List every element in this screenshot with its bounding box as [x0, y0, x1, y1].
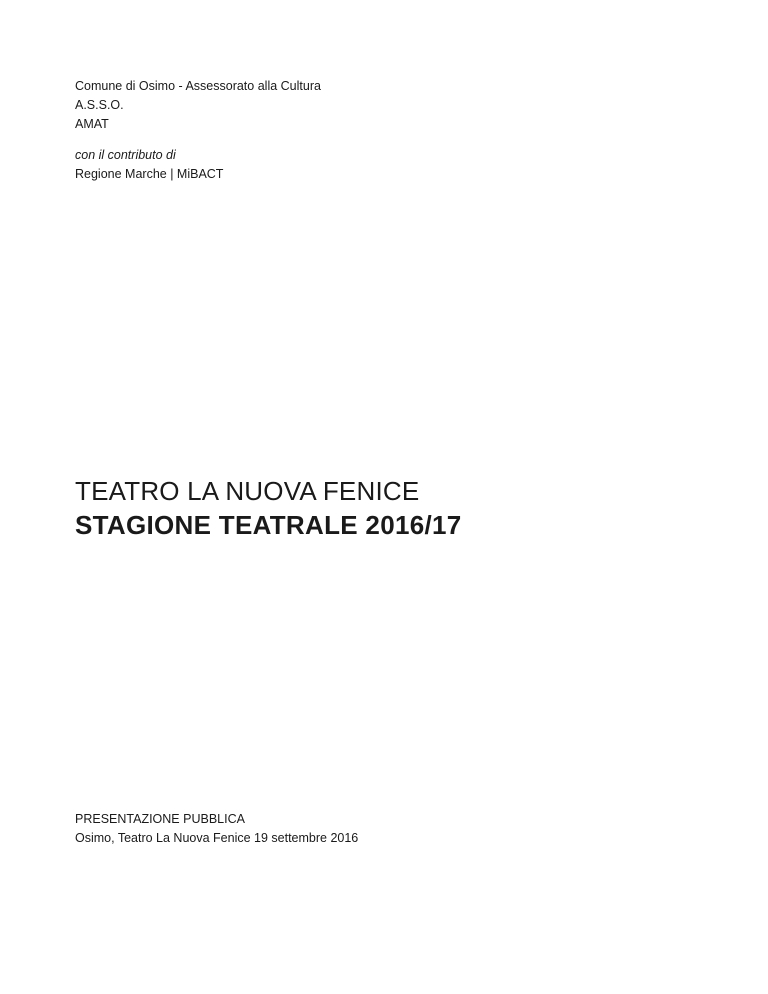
season-title: STAGIONE TEATRALE 2016/17: [75, 510, 462, 540]
title-block: [75, 474, 462, 542]
theatre-title: TEATRO LA NUOVA FENICE: [75, 476, 420, 506]
organizer-line: A.S.S.O.: [75, 98, 124, 112]
organizer-line: AMAT: [75, 117, 109, 131]
organizers-block: [75, 77, 321, 134]
contribution-label: con il contributo di: [75, 148, 176, 162]
presentation-block: [75, 810, 358, 848]
contribution-block: [75, 146, 223, 184]
presentation-label: PRESENTAZIONE PUBBLICA: [75, 812, 245, 826]
organizer-line: Comune di Osimo - Assessorato alla Cultura: [75, 79, 321, 93]
presentation-place-date: Osimo, Teatro La Nuova Fenice 19 settembre 2016: [75, 831, 359, 845]
contribution-sponsors: Regione Marche | MiBACT: [75, 167, 224, 181]
